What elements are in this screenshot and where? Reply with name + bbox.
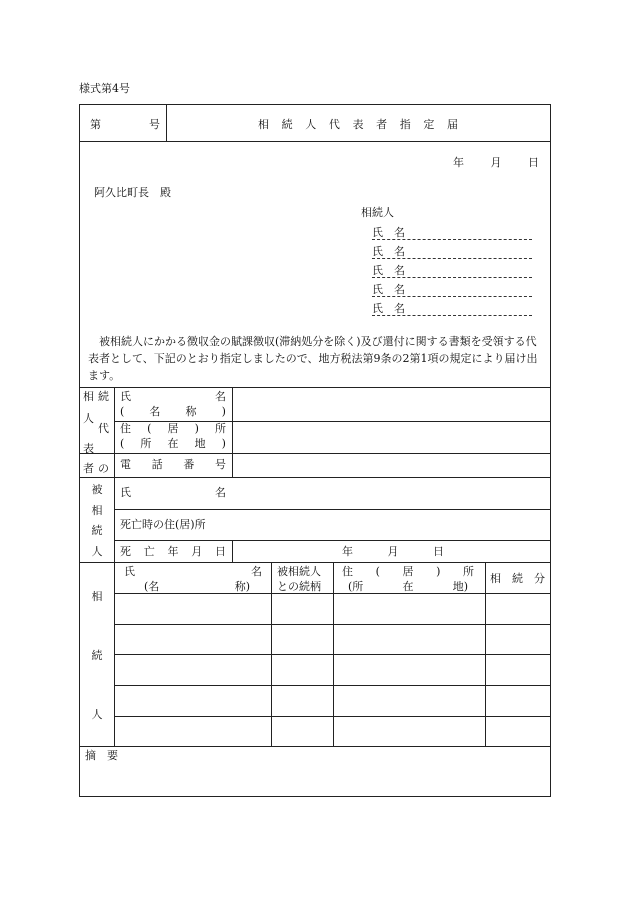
decedent-address-label: 死亡時の住(居)所	[120, 518, 206, 531]
rep-phone-char-2: 番	[183, 458, 195, 471]
form-number: 様式第4号	[79, 82, 130, 95]
rep-side-char-6: の	[98, 462, 109, 475]
signature-line[interactable]	[372, 284, 532, 297]
col-addr-char-2: 居	[402, 565, 414, 578]
heir-side-char-0: 相	[91, 590, 103, 604]
rep-addr-char-0: 住	[120, 422, 131, 435]
death-date-label	[120, 546, 226, 558]
death-year: 年	[342, 545, 353, 558]
col-name-char-0: 氏	[124, 565, 135, 578]
dec-name-char-1: 名	[215, 486, 226, 499]
heirs-heading: 相続人	[361, 206, 394, 219]
heir-table-row[interactable]	[116, 594, 548, 623]
rep-addr-char-1: (	[147, 422, 152, 435]
number-field[interactable]	[90, 119, 160, 131]
title-char-3: 代	[328, 118, 340, 131]
title-char-6: 指	[399, 118, 411, 131]
heir-table-row[interactable]	[116, 625, 548, 654]
signature-name-label: 氏 名	[372, 264, 405, 277]
rep-phone-char-0: 電	[120, 458, 131, 471]
rep-addr-sub-4: )	[221, 437, 226, 451]
form-title	[258, 119, 458, 131]
col-addr-char-1: (	[375, 565, 380, 578]
rep-name-char-0: 氏	[120, 390, 131, 403]
title-char-0: 相	[258, 118, 269, 131]
decedent-address-input[interactable]	[236, 511, 548, 539]
heir-side-char-2: 人	[91, 707, 103, 721]
col-addr-sub-1: 在	[402, 580, 414, 594]
remarks-input[interactable]	[82, 748, 548, 794]
rep-phone-label	[120, 459, 226, 471]
signature-line[interactable]	[372, 246, 532, 259]
col-heir-address	[342, 566, 474, 593]
decedent-side-char-2: 続	[91, 524, 103, 538]
dec-death-char-0: 死	[120, 545, 131, 558]
decedent-name-input[interactable]	[116, 479, 548, 509]
col-relation: 被相続人 との続柄	[277, 565, 321, 594]
col-addr-char-4: 所	[462, 565, 474, 578]
dec-death-char-4: 日	[215, 545, 226, 558]
rep-phone-char-3: 号	[214, 458, 226, 471]
signature-line[interactable]	[372, 265, 532, 278]
signature-name-label: 氏 名	[372, 226, 405, 239]
col-addr-char-0: 住	[342, 565, 353, 578]
rep-name-sub-0: (	[120, 405, 125, 419]
rep-addr-char-2: 居	[167, 422, 179, 435]
title-char-1: 続	[281, 118, 293, 131]
number-label-1: 号	[149, 118, 160, 131]
col-addr-char-3: )	[436, 565, 441, 578]
rep-addr-sub-1: 所	[140, 437, 152, 451]
rep-addr-char-3: )	[194, 422, 199, 435]
rep-name-sub-3: )	[221, 405, 226, 419]
remarks-label: 摘 要	[85, 749, 118, 762]
col-addr-sub-0: (所	[348, 580, 364, 594]
title-char-5: 者	[376, 118, 388, 131]
dec-death-char-1: 亡	[143, 545, 155, 558]
rep-addr-sub-3: 地	[194, 437, 206, 451]
decedent-side-label	[80, 479, 114, 561]
death-month: 月	[387, 545, 399, 558]
death-day: 日	[433, 545, 444, 558]
signature-name-label: 氏 名	[372, 283, 405, 296]
rep-side-char-3: 代	[98, 422, 109, 435]
rep-side-char-0: 相	[83, 390, 94, 403]
rep-addr-sub-0: (	[120, 437, 125, 451]
rep-address-label	[120, 423, 226, 450]
rep-side-char-2: 人	[83, 412, 94, 425]
rep-addr-char-4: 所	[214, 422, 226, 435]
rep-side-char-5: 者	[83, 462, 94, 475]
col-share: 相 続 分	[490, 572, 545, 585]
col-addr-sub-2: 地)	[452, 580, 468, 594]
rep-side-char-4: 表	[83, 442, 94, 455]
number-label-0: 第	[90, 118, 101, 131]
signature-line[interactable]	[372, 227, 532, 240]
decedent-side-char-3: 人	[91, 544, 103, 558]
title-char-8: 届	[447, 118, 458, 131]
representative-side-label	[80, 391, 114, 477]
col-name-sub-1: 称)	[234, 580, 250, 594]
rep-name-sub-2: 称	[185, 405, 197, 419]
title-char-7: 定	[423, 118, 435, 131]
dec-name-char-0: 氏	[120, 486, 131, 499]
rep-phone-input[interactable]	[236, 455, 548, 477]
rep-name-sub-1: 名	[149, 405, 161, 419]
death-date-value[interactable]	[342, 546, 444, 558]
dec-death-char-2: 年	[167, 545, 179, 558]
col-heir-name	[124, 566, 262, 593]
date-day-label: 日	[528, 156, 539, 169]
date-year-label: 年	[453, 156, 464, 169]
signature-name-label: 氏 名	[372, 245, 405, 258]
rep-name-input[interactable]	[236, 389, 548, 421]
heir-side-char-1: 続	[91, 648, 103, 662]
rep-address-input[interactable]	[236, 423, 548, 453]
body-text: 被相続人にかかる徴収金の賦課徴収(滞納処分を除く)及び還付に関する書類を受領する代表者として、下記のとおり指定しましたので、地方税法第9条の2第1項の規定により届け出ます。	[88, 335, 538, 382]
col-name-sub-0: (名	[144, 580, 160, 594]
submission-date[interactable]	[453, 157, 539, 169]
col-name-char-1: 名	[251, 565, 262, 578]
dec-death-char-3: 月	[191, 545, 203, 558]
date-month-label: 月	[490, 156, 502, 169]
decedent-side-char-1: 相	[91, 503, 103, 517]
rep-name-label	[120, 391, 226, 418]
heir-table-row[interactable]	[116, 717, 548, 746]
title-char-4: 表	[352, 118, 364, 131]
rep-addr-sub-2: 在	[167, 437, 179, 451]
heirs-side-label	[80, 567, 114, 743]
rep-name-char-1: 名	[215, 390, 226, 403]
signature-name-label: 氏 名	[372, 302, 405, 315]
heir-table-row[interactable]	[116, 686, 548, 715]
heir-table-row[interactable]	[116, 655, 548, 684]
rep-side-char-1: 続	[98, 390, 109, 403]
decedent-side-char-0: 被	[91, 483, 103, 497]
title-char-2: 人	[305, 118, 317, 131]
rep-phone-char-1: 話	[151, 458, 163, 471]
addressee: 阿久比町長 殿	[94, 186, 171, 199]
signature-line[interactable]	[372, 303, 532, 316]
notification-form	[79, 104, 551, 797]
